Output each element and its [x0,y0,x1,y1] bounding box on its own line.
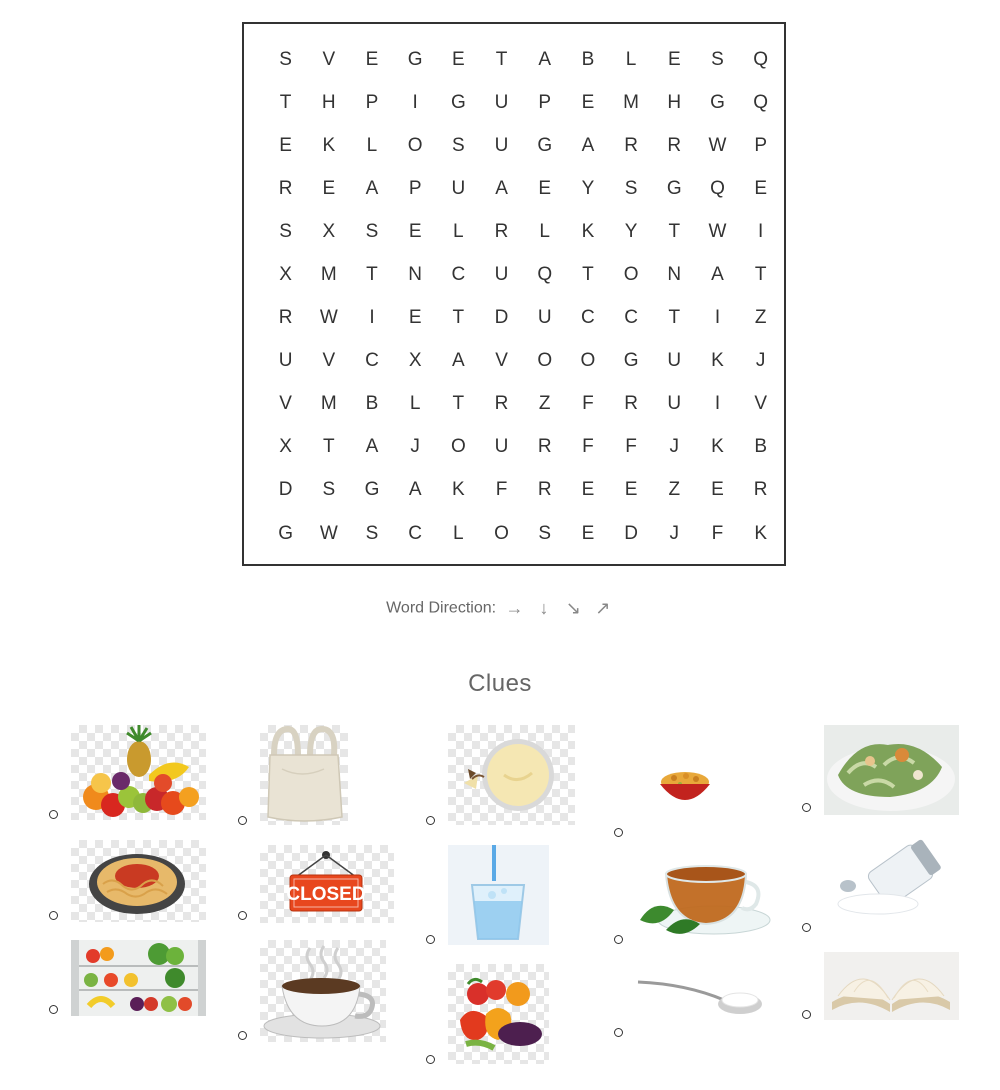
grid-letter[interactable]: O [494,522,509,544]
grid-letter[interactable]: R [278,177,293,199]
grid-letter[interactable]: A [581,134,595,156]
grid-letter[interactable]: E [581,479,595,501]
grid-letter[interactable]: R [278,307,293,329]
grid-letter[interactable]: S [452,134,465,156]
grid-letter[interactable]: R [537,436,552,458]
grid-letter[interactable]: O [407,134,423,156]
grid-letter[interactable]: Q [537,264,553,286]
grid-letter[interactable]: T [495,48,508,70]
grid-letter[interactable]: G [623,350,639,372]
grid-letter[interactable]: L [453,522,464,544]
grid-letter[interactable]: S [279,220,292,242]
grid-letter[interactable]: R [537,479,552,501]
grid-letter[interactable]: C [624,307,638,329]
grid-letter[interactable]: K [711,350,724,372]
grid-letter[interactable]: T [452,393,465,415]
clues-title: Clues [468,670,532,697]
grid-letter[interactable]: A [538,48,552,70]
grid-letter[interactable]: U [278,350,293,372]
grid-letter[interactable]: P [365,91,379,113]
grid-letter[interactable]: E [279,134,292,156]
grid-letter[interactable]: K [581,220,595,242]
grid-letter[interactable]: E [581,91,595,113]
grid-letter[interactable]: F [582,436,594,458]
grid-letter[interactable]: V [495,350,508,372]
grid-letter[interactable]: O [623,264,639,286]
clue-radio[interactable] [238,1031,247,1040]
grid-letter[interactable]: I [369,307,375,329]
grid-letter[interactable]: L [539,220,550,242]
grid-letter[interactable]: S [624,177,638,199]
grid-letter[interactable]: Y [624,220,638,242]
grid-letter[interactable]: G [364,479,380,501]
grid-letter[interactable]: T [668,307,681,329]
grid-letter[interactable]: O [537,350,553,372]
grid-letter[interactable]: L [453,220,464,242]
grid-letter[interactable]: X [408,350,422,372]
grid-letter[interactable]: G [710,91,725,113]
word-direction-label: Word Direction: [386,599,497,617]
clue-radio[interactable] [802,923,811,932]
grid-letter[interactable]: X [322,220,336,242]
grid-letter[interactable]: R [667,134,682,156]
grid-letter[interactable]: N [667,264,682,286]
grid-letter[interactable]: A [408,479,422,501]
down-right-arrow-icon: ↘ [565,598,581,618]
clue-radio[interactable] [426,816,435,825]
grid-letter[interactable]: U [537,307,552,329]
grid-letter[interactable]: Q [753,91,769,113]
clue-radio[interactable] [614,935,623,944]
grid-letter[interactable]: I [412,91,418,113]
snack-bowl-picture [656,764,714,810]
grid-letter[interactable]: V [754,393,767,415]
grid-letter[interactable]: R [494,393,509,415]
grid-letter[interactable]: L [366,134,378,156]
grid-letter[interactable]: H [321,91,336,113]
grid-letter[interactable]: U [494,264,509,286]
grid-letter[interactable]: Z [668,479,681,501]
grid-letter[interactable]: J [669,522,680,544]
grid-letter[interactable]: C [408,522,423,544]
grid-letter[interactable]: S [711,48,724,70]
grid-letter[interactable]: C [581,307,595,329]
grid-letter[interactable]: T [452,307,465,329]
grid-letter[interactable]: Q [753,48,769,70]
grid-letter[interactable]: T [754,264,767,286]
closed-sign-picture [260,845,394,923]
grid-letter[interactable]: E [408,220,422,242]
grid-letter[interactable]: I [714,307,721,329]
clue-radio[interactable] [614,828,623,837]
coffee-cup-picture [260,940,386,1042]
grid-letter[interactable]: X [279,264,292,286]
grid-letter[interactable]: G [537,134,553,156]
grid-letter[interactable]: K [754,522,767,544]
grid-letter[interactable]: B [581,48,595,70]
grid-letter[interactable]: S [322,479,336,501]
grid-letter[interactable]: M [320,393,337,415]
grid-letter[interactable]: S [279,48,292,70]
grid-letter[interactable]: V [279,393,292,415]
grid-letter[interactable]: E [538,177,552,199]
grid-letter[interactable]: E [408,307,422,329]
right-arrow-icon: → [505,598,524,618]
grid-letter[interactable]: G [407,48,423,70]
grid-letter[interactable]: G [278,522,293,544]
grid-letter[interactable]: V [322,350,336,372]
grid-letter[interactable]: E [667,48,681,70]
clue-radio[interactable] [49,1005,58,1014]
word-direction [0,598,1000,619]
grid-letter[interactable]: E [624,479,638,501]
grid-letter[interactable]: F [582,393,594,415]
grid-letter[interactable]: D [278,479,293,501]
grid-letter[interactable]: P [754,134,767,156]
grid-letter[interactable]: K [452,479,465,501]
grid-letter[interactable]: F [711,522,724,544]
grid-letter[interactable]: R [624,393,638,415]
grid-letter[interactable]: Z [538,393,551,415]
grid-letter[interactable]: F [495,479,508,501]
grid-letter[interactable]: Q [710,177,725,199]
grid-letter[interactable]: B [365,393,379,415]
grid-letter[interactable]: K [322,134,336,156]
grid-letter[interactable]: P [538,91,552,113]
grid-letter[interactable]: A [452,350,465,372]
grid-letter[interactable]: E [322,177,336,199]
grid-letter[interactable]: A [711,264,724,286]
open-fridge-picture [71,940,206,1016]
clue-radio[interactable] [49,911,58,920]
grid-letter[interactable]: Y [581,177,595,199]
clue-radio[interactable] [426,935,435,944]
grid-letter[interactable]: U [494,436,509,458]
grid-letter[interactable]: W [708,134,727,156]
grid-letter[interactable]: R [624,134,638,156]
plastic-bag-picture [260,725,348,825]
grid-letter[interactable]: S [365,220,379,242]
grid-letter[interactable]: U [494,91,509,113]
grid-letter[interactable]: W [319,522,338,544]
grid-letter[interactable]: O [450,436,466,458]
grid-letter[interactable]: S [538,522,552,544]
grid-letter[interactable]: T [668,220,681,242]
grid-letter[interactable]: N [408,264,423,286]
up-right-arrow-icon: ↗ [595,598,611,618]
grid-letter[interactable]: G [666,177,682,199]
grid-letter[interactable]: L [409,393,421,415]
clue-radio[interactable] [802,1010,811,1019]
svg-text:CLOSED: CLOSED [286,884,366,905]
grid-letter[interactable]: M [623,91,639,113]
grid-letter[interactable]: U [667,350,682,372]
grid-letter[interactable]: D [624,522,638,544]
grid-letter[interactable]: W [708,220,727,242]
custard-bowl-picture [448,725,575,825]
grid-letter[interactable]: J [410,436,420,458]
grid-letter[interactable]: T [366,264,378,286]
clue-radio[interactable] [426,1055,435,1064]
grid-letter[interactable]: R [753,479,768,501]
clue-radio[interactable] [238,816,247,825]
clue-radio[interactable] [49,810,58,819]
grid-letter[interactable]: A [365,177,379,199]
grid-letter[interactable]: D [494,307,509,329]
vegetables-picture [448,964,549,1064]
grid-letter[interactable]: V [322,48,336,70]
grid-letter[interactable]: E [711,479,724,501]
grid-letter[interactable]: I [758,220,764,242]
grid-letter[interactable]: X [279,436,292,458]
grid-letter[interactable]: T [322,436,335,458]
grid-letter[interactable]: Z [754,307,767,329]
word-search-grid [242,22,786,566]
grid-letter[interactable]: P [408,177,422,199]
grid-letter[interactable]: E [754,177,767,199]
grid-letter[interactable]: J [755,350,766,372]
clue-radio[interactable] [238,911,247,920]
clue-radio[interactable] [802,803,811,812]
grid-letter[interactable]: U [494,134,509,156]
grid-letter[interactable]: A [495,177,508,199]
fruit-pile-picture [71,725,206,820]
glass-of-water-picture [448,845,549,945]
sugar-spoon-picture [636,974,764,1020]
grid-letter[interactable]: E [581,522,595,544]
clue-radio[interactable] [614,1028,623,1037]
grid-letter[interactable]: H [667,91,682,113]
grid-letter[interactable]: T [279,91,292,113]
grid-letter[interactable]: U [667,393,682,415]
grid-letter[interactable]: E [452,48,465,70]
grid-letter[interactable]: A [365,436,379,458]
letter-grid [264,38,782,555]
grid-letter[interactable]: K [711,436,724,458]
grid-letter[interactable]: C [365,350,379,372]
grid-letter[interactable]: L [625,48,637,70]
grid-letter[interactable]: R [494,220,509,242]
grid-letter[interactable]: T [582,264,594,286]
grid-letter[interactable]: S [365,522,379,544]
tea-cup-picture [636,850,772,946]
salad-plate-picture [824,725,959,815]
grid-letter[interactable]: B [754,436,767,458]
grid-letter[interactable]: I [714,393,721,415]
grid-letter[interactable]: W [319,307,338,329]
salt-shaker-picture [830,838,948,922]
spaghetti-plate-picture [71,840,206,922]
grid-letter[interactable]: F [625,436,637,458]
grid-letter[interactable]: U [451,177,466,199]
grid-letter[interactable]: C [451,264,466,286]
grid-letter[interactable]: J [669,436,680,458]
down-arrow-icon: ↓ [539,598,549,618]
open-book-picture [824,952,959,1020]
grid-letter[interactable]: E [365,48,379,70]
grid-letter[interactable]: O [580,350,596,372]
grid-letter[interactable]: M [320,264,337,286]
grid-letter[interactable]: G [450,91,466,113]
